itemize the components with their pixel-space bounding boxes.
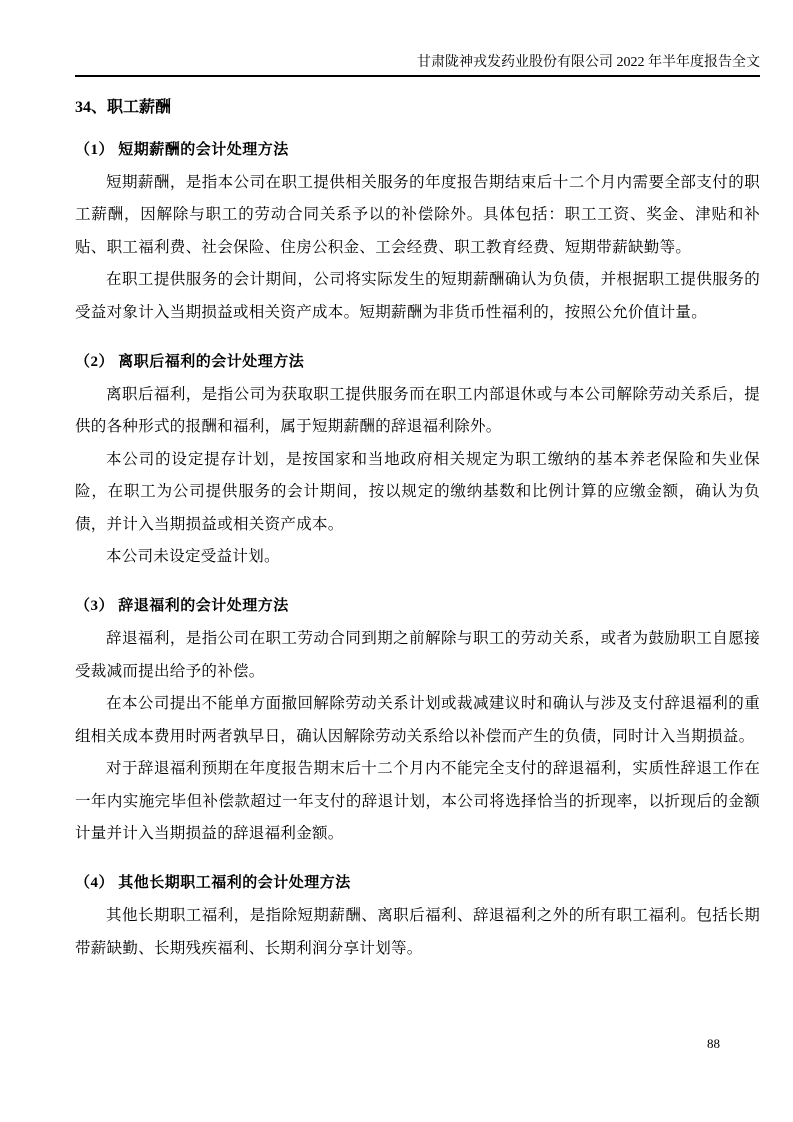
subsection-heading-2: （2） 离职后福利的会计处理方法 [75,354,305,371]
subsection-heading-4: （4） 其他长期职工福利的会计处理方法 [75,875,351,892]
paragraph: 辞退福利，是指公司在职工劳动合同到期之前解除与职工的劳动关系，或者为鼓励职工自愿接受裁减而提出给予的补偿。 [75,630,760,680]
subsection-heading-3: （3） 辞退福利的会计处理方法 [75,598,289,615]
header-title: 甘肃陇神戎发药业股份有限公司 2022 年半年度报告全文 [417,55,760,70]
page-header [75,54,760,77]
page-number: 88 [707,1036,720,1051]
subsection-heading-1: （1） 短期薪酬的会计处理方法 [75,142,289,158]
paragraph: 在职工提供服务的会计期间，公司将实际发生的短期薪酬确认为负债，并根据职工提供服务的受益对象计入当期损益或相关资产成本。短期薪酬为非货币性福利的，按照公允价值计量。 [75,271,760,321]
page-footer [707,1036,720,1052]
paragraph: 本公司的设定提存计划，是按国家和当地政府相关规定为职工缴纳的基本养老保险和失业保险，在职工为公司提供服务的会计期间，按以规定的缴纳基数和比例计算的应缴金额，确认为负债，并计入当期损益或相关资产成本。 [75,450,760,533]
paragraph: 在本公司提出不能单方面撤回解除劳动关系计划或裁减建议时和确认与涉及支付辞退福利的重组相关成本费用时两者孰早日，确认因解除劳动关系给以补偿而产生的负债，同时计入当期损益。 [75,695,760,745]
section-title: 34、职工薪酬 [75,99,172,116]
paragraph: 对于辞退福利预期在年度报告期末后十二个月内不能完全支付的辞退福利，实质性辞退工作在一年内实施完毕但补偿款超过一年支付的辞退计划，本公司将选择恰当的折现率，以折现后的金额计量并计入当期损益的辞退福利金额。 [75,760,760,842]
paragraph: 本公司未设定受益计划。 [106,548,280,566]
paragraph: 短期薪酬，是指本公司在职工提供相关服务的年度报告期结束后十二个月内需要全部支付的职工薪酬，因解除与职工的劳动合同关系予以的补偿除外。具体包括：职工工资、奖金、津贴和补贴、职工福利费、社会保险、住房公积金、工会经费、职工教育经费、短期带薪缺勤等。 [75,174,760,256]
page-content [75,79,760,965]
paragraph: 其他长期职工福利，是指除短期薪酬、离职后福利、辞退福利之外的所有职工福利。包括长期带薪缺勤、长期残疾福利、长期利润分享计划等。 [75,907,760,957]
paragraph: 离职后福利，是指公司为获取职工提供服务而在职工内部退休或与本公司解除劳动关系后，提供的各种形式的报酬和福利，属于短期薪酬的辞退福利除外。 [75,386,760,436]
